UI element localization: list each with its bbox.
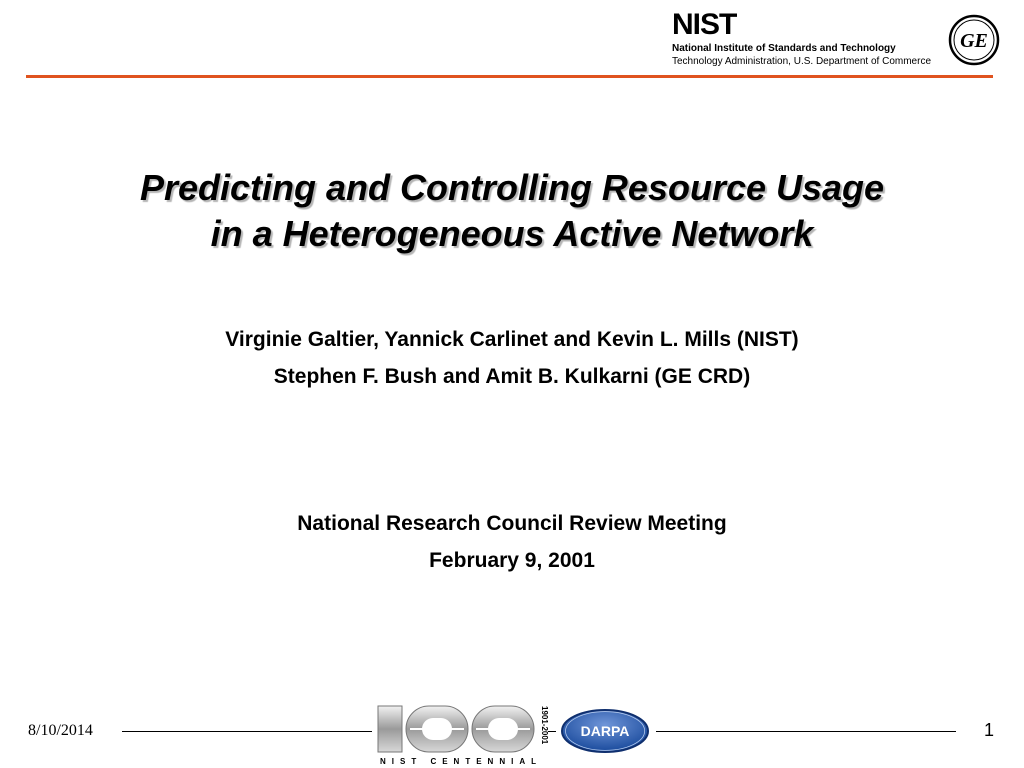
footer-rule-left (122, 731, 372, 732)
nist-department: Technology Administration, U.S. Department of Commerce (672, 56, 931, 67)
footer-date: 8/10/2014 (28, 722, 93, 739)
centennial-label: NIST CENTENNIAL (380, 757, 542, 766)
page-number: 1 (984, 720, 995, 740)
footer-rule-right (656, 731, 956, 732)
meeting-date: February 9, 2001 (429, 549, 595, 572)
nist-logo (672, 10, 942, 70)
nist-full-name: National Institute of Standards and Technology (672, 43, 896, 54)
meeting-name: National Research Council Review Meeting (297, 512, 727, 535)
darpa-text: DARPA (580, 723, 630, 739)
ge-logo-text: GE (960, 30, 988, 52)
ge-logo (948, 14, 1000, 66)
header-divider (26, 75, 993, 78)
centennial-years: 1901-2001 (540, 706, 549, 745)
footer-rule-middle (548, 731, 556, 732)
slide-title-line-1: Predicting and Controlling Resource Usage (139, 167, 885, 208)
authors-nist: Virginie Galtier, Yannick Carlinet and Kevin L. Mills (NIST) (225, 328, 799, 351)
nist-wordmark: NIST (672, 8, 737, 41)
slide-title-line-2: in a Heterogeneous Active Network (210, 213, 814, 254)
authors-ge: Stephen F. Bush and Amit B. Kulkarni (GE CRD) (273, 365, 751, 388)
darpa-logo (560, 708, 650, 754)
